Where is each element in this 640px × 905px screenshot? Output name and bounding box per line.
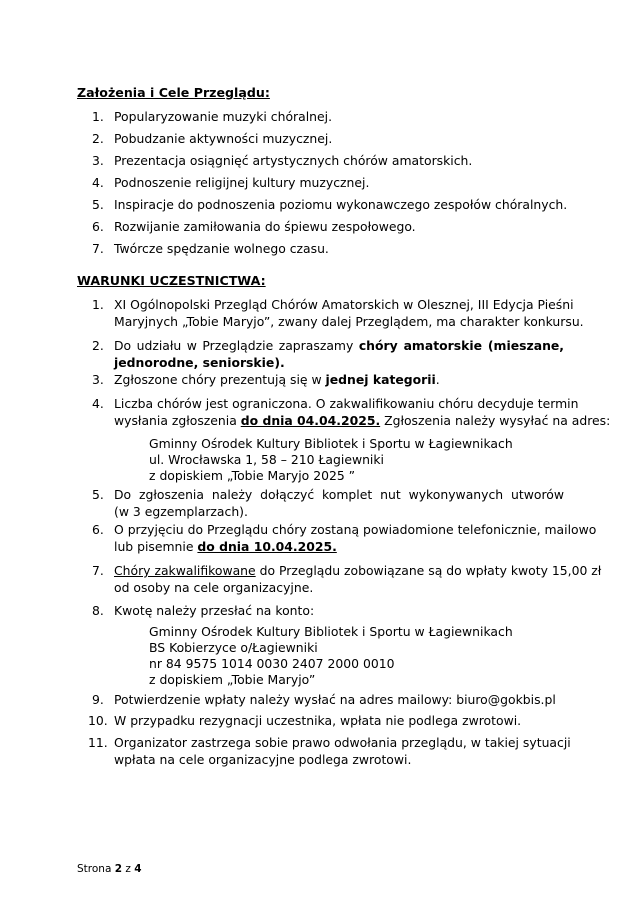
list-number: 5. bbox=[92, 487, 104, 502]
list-number: 10. bbox=[88, 713, 108, 728]
list-number: 4. bbox=[92, 396, 104, 411]
conditions-item-2: Do udziału w Przeglądzie zapraszamy chóry amatorskie (mieszane, jednorodne, seniorskie). bbox=[114, 338, 565, 370]
conditions-item-10: W przypadku rezygnacji uczestnika, wpłata nie podlega zwrotowi. bbox=[114, 713, 522, 728]
list-number: 7. bbox=[92, 563, 104, 578]
conditions-item-1: XI Ogólnopolski Przegląd Chórów Amatorskich w Olesznej, III Edycja Pieśni Maryjnych „Tobie Maryjo”, zwany dalej Przeglądem, ma charakter konkursu. bbox=[114, 297, 584, 329]
conditions-item-9: Potwierdzenie wpłaty należy wysłać na adres mailowy: biuro@gokbis.pl bbox=[114, 692, 556, 707]
conditions-item-4: Liczba chórów jest ograniczona. O zakwalifikowaniu chóru decyduje termin wysłania zgłoszenia do dnia 04.04.2025. Zgłoszenia należy wysyłać na adres: bbox=[114, 396, 611, 428]
current-page-number: 2 bbox=[114, 863, 123, 875]
document-page: Założenia i Cele Przeglądu: 1. Popularyzowanie muzyki chóralnej. 2. Pobudzanie aktywności muzycznej. 3. Prezentacja osiągnięć artystycznych chórów amatorskich. 4. Podnoszenie religijnej kultury muzycznej. 5. Inspiracje do podnoszenia poziomu wykonawczego zespołów chóralnych. 6. Rozwijanie zamiłowania do śpiewu zespołowego. 7. Twórcze spędzanie wolnego czasu. WARUNKI UCZESTNICTWA: 1. XI Ogólnopolski Przegląd Chórów Amatorskich w Olesznej, III Edycja Pieśni Maryjnych „Tobie Maryjo”, zwany dalej Przeglądem, ma charakter konkursu. 2. Do udziału w Przeglądzie zapraszamy chóry amatorskie (mieszane, jednorodne, seniorskie). 3. Zgłoszone chóry prezentują się w jednej kategorii. 4. Liczba chórów jest ograniczona. O zakwalifikowaniu chóru decyduje termin wysłania zgłoszenia do dnia 04.04.2025. Zgłoszenia należy wysyłać na adres: Gminny Ośrodek Kultury Bibliotek i Sportu w Łagiewnikach ul. Wrocławska 1, 58 – 210 Łagiewniki z dopiskiem „Tobie Maryjo 2025 ” 5. Do zgłoszenia należy dołączyć komplet nut wykonywanych utworów (w 3 egzemplarzach). 6. O przyjęciu do Przeglądu chóry zostaną powiadomione telefonicznie, mailowo lub pisemnie do dnia 10.04.2025. 7. Chóry zakwalifikowane do Przeglądu zobowiązane są do wpłaty kwoty 15,00 zł od osoby na cele organizacyjne. 8. Kwotę należy przesłać na konto: Gminny Ośrodek Kultury Bibliotek i Sportu w Łagiewnikach BS Kobierzyce o/Łagiewniki nr 84 9575 1014 0030 2407 2000 0010 z dopiskiem „Tobie Maryjo” 9. Potwierdzenie wpłaty należy wysłać na adres mailowy: biuro@gokbis.pl 10. W przypadku rezygnacji uczestnika, wpłata nie podlega zwrotowi. 11. Organizator zastrzega sobie prawo odwołania przeglądu, w takiej sytuacji wpłata na cele organizacyjne podlega zwrotowi. Strona 2 z 4 bbox=[77, 85, 611, 875]
list-number: 2. bbox=[92, 338, 104, 353]
conditions-item-11: Organizator zastrzega sobie prawo odwołania przeglądu, w takiej sytuacji wpłata na cele organizacyjne podlega zwrotowi. bbox=[114, 735, 571, 767]
list-number: 1. bbox=[92, 297, 104, 312]
list-number: 6. bbox=[92, 522, 104, 537]
goals-heading: Założenia i Cele Przeglądu: bbox=[77, 85, 270, 100]
total-pages-number: 4 bbox=[134, 863, 142, 875]
list-number: 11. bbox=[88, 735, 108, 750]
conditions-item-5: Do zgłoszenia należy dołączyć komplet nut wykonywanych utworów (w 3 egzemplarzach). bbox=[114, 487, 564, 519]
conditions-item-6: O przyjęciu do Przeglądu chóry zostaną powiadomione telefonicznie, mailowo lub pisemnie do dnia 10.04.2025. bbox=[114, 522, 597, 554]
list-number: 3. bbox=[92, 372, 104, 387]
list-number: 9. bbox=[92, 692, 104, 707]
conditions-heading: WARUNKI UCZESTNICTWA: bbox=[77, 273, 266, 288]
page-footer: Strona 2 z 4 bbox=[77, 863, 142, 875]
bank-account-block: Gminny Ośrodek Kultury Bibliotek i Sportu w Łagiewnikach BS Kobierzyce o/Łagiewniki nr 84 9575 1014 0030 2407 2000 0010 z dopiskiem „Tobie Maryjo” bbox=[149, 624, 513, 687]
conditions-item-7: Chóry zakwalifikowane do Przeglądu zobowiązane są do wpłaty kwoty 15,00 zł od osoby na cele organizacyjne. bbox=[114, 563, 602, 595]
conditions-item-8: Kwotę należy przesłać na konto: bbox=[114, 603, 315, 618]
address-block: Gminny Ośrodek Kultury Bibliotek i Sportu w Łagiewnikach ul. Wrocławska 1, 58 – 210 Łagiewniki z dopiskiem „Tobie Maryjo 2025 ” bbox=[149, 436, 513, 483]
conditions-item-3: Zgłoszone chóry prezentują się w jednej kategorii. bbox=[114, 372, 440, 387]
list-number: 8. bbox=[92, 603, 104, 618]
